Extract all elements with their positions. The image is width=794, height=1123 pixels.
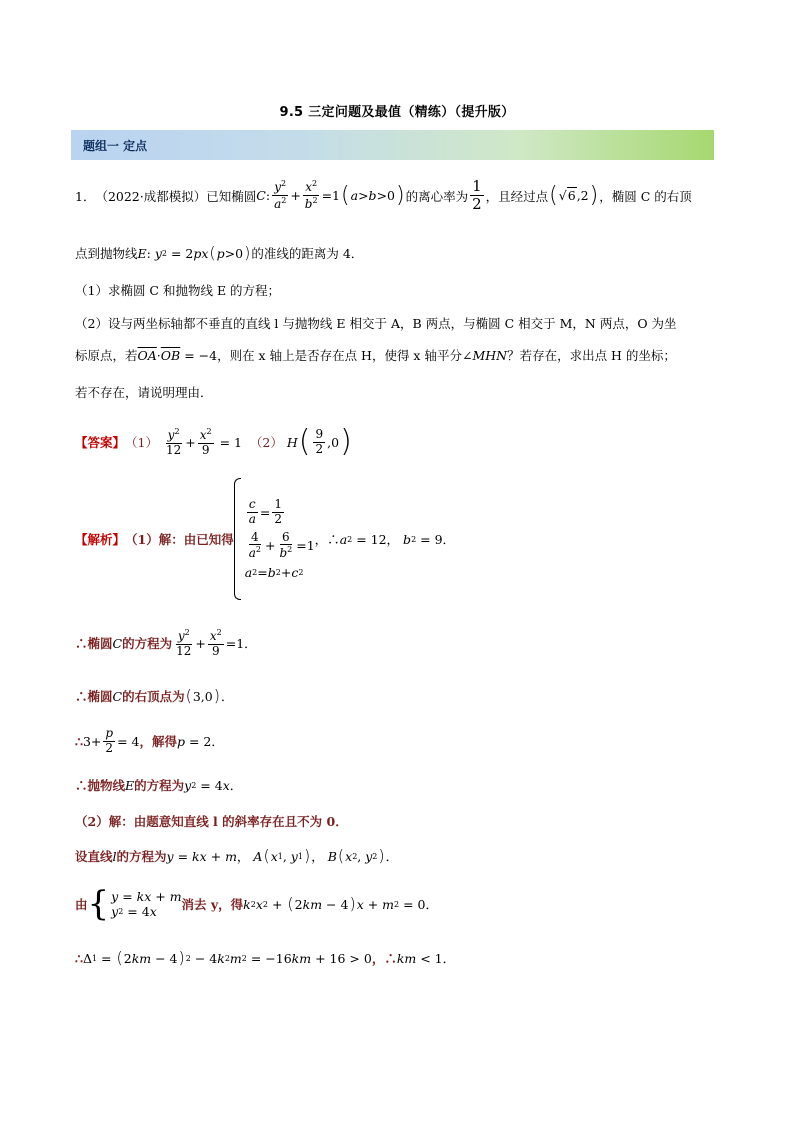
analysis-part2: （2）解：由题意知直线 l 的斜率存在且不为 0． [75,814,348,829]
problem-line-2: 点到抛物线 E : y 2 = 2 px ( p >0 ) 的准线的距离为 4． [75,243,364,262]
equation-system: $\frac{c}{a}$ = $\frac{1}{2}$ $\frac{4}{a^2}$ + $\frac{6}{b^2}$ =1 a 2 = b 2 + c 2 [234,478,315,600]
question-2-line-3: 若不存在，请说明理由． [75,385,213,400]
question-1: （1）求椭圆 C 和抛物线 E 的方程； [75,283,281,298]
question-2-line-2: 标原点，若 $\overline{OA}$ · $\overline{OB}$ = −4 ，则在 x 轴上是否存在点 H，使得 x 轴平分 ∠MHN ？若存在，求出点 H 的坐标； [75,347,676,363]
analysis-part1: 【解析】 （1）解：由已知得 $\frac{c}{a}$ = $\frac{1}{2}$ $\frac{4}{a^2}$ + $\frac{6}{b^2}$ =1 a 2 = b 2 + c 2 ，∴ a 2 = 12， b 2 = 9． [75,478,455,600]
section-banner [71,130,714,160]
analysis-step4: ∴抛物线 E 的方程为 y 2 = 4 x ． [75,777,243,793]
analysis-delta: ∴ Δ 1 = ( 2 km − 4 ) 2 − 4 k 2 m 2 = −16 km + 16 > 0 ，∴ km < 1 ． [75,948,456,967]
section-banner-label: 题组一 定点 [83,139,148,153]
analysis-step3: ∴ 3+ $\frac{p}{2}$ = 4 ，解得 p = 2． [75,726,224,755]
question-2-line-1: （2）设与两坐标轴都不垂直的直线 l 与抛物线 E 相交于 A，B 两点，与椭圆 C 相交于 M，N 两点，O 为坐 [75,316,677,331]
analysis-step1: ∴椭圆 C 的方程为 $\frac{y^2}{12}$ + $\frac{x^2}{9}$ =1． [75,628,257,658]
problem-line-1: 1． （2022·成都模拟） 已知椭圆 C : $\frac{y^2}{a^2}$ + $\frac{x^2}{b^2}$ =1 ( a > b >0 ) 的离心率为 $\frac{1}{2}$ ，且经过点 ( √6,2 ) ，椭圆 C 的右顶 [75,177,692,214]
analysis-system: 由 { y = kx + m y 2 = 4 x 消去 y，得 k 2 x 2 + ( 2 km − 4 ) x + m 2 = 0． [75,884,438,924]
page-title: 9.5 三定问题及最值（精练）（提升版） [279,105,515,120]
answer-line: 【答案】 （1） $\frac{y^2}{12}$ + $\frac{x^2}{9}$ = 1 （2） H ( $\frac{9}{2}$ ,0 ) [75,424,352,460]
analysis-step2: ∴椭圆 C 的右顶点为 ( 3,0 ) ． [75,686,234,705]
analysis-set-line: 设直线 l 的方程为 y = kx + m ， A ( x 1 , y 1 ) ， B ( x 2 , y 2 ) ． [75,846,399,865]
